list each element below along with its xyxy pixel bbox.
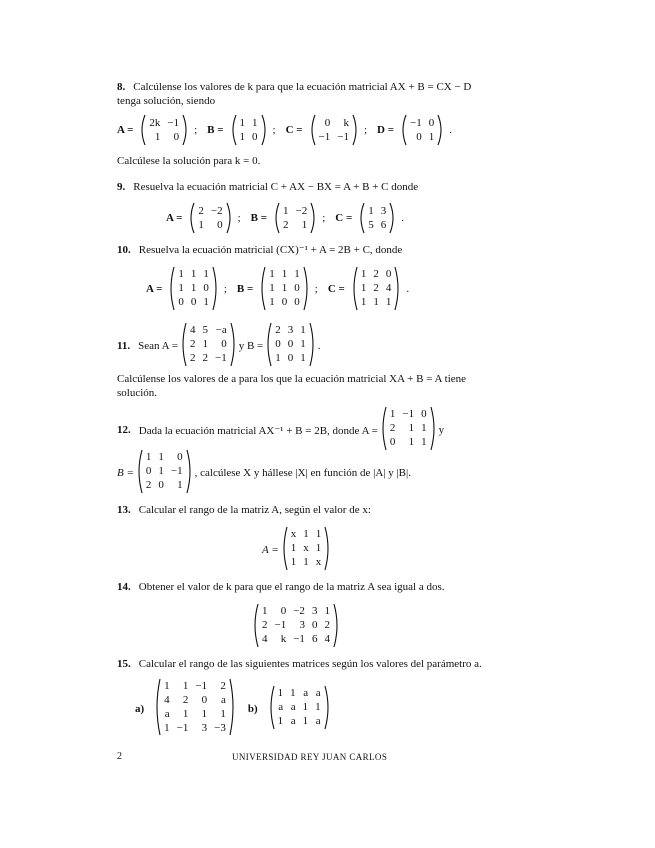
left-paren: [180, 322, 187, 367]
matrix-cell: 1: [277, 714, 284, 727]
matrix-cell: 1: [275, 352, 281, 364]
problem-number: 11.: [117, 340, 131, 352]
problem-text: Calcúlense los valores de k para que la ecuación matricial AX + B = CX − D: [133, 81, 472, 93]
matrix-cell: 1: [203, 296, 209, 308]
matrix-cell: 1: [145, 451, 152, 463]
right-paren: [394, 266, 401, 311]
page-number: 2: [117, 751, 122, 762]
matrix-cell: 1: [190, 282, 197, 294]
matrix-cell: 4: [189, 324, 196, 336]
matrix-group: [146, 266, 227, 311]
matrix-cell: 1: [277, 686, 284, 699]
matrix-cell: 1: [428, 130, 435, 143]
matrix-A: [178, 322, 239, 370]
matrix-cell: 1: [262, 605, 268, 617]
matrix: [136, 449, 193, 494]
matrix-cell: 2: [198, 204, 204, 217]
matrix-cell: 5: [368, 218, 374, 231]
matrix-cell: −1: [318, 130, 331, 143]
problem-text: Calcúlense los valores de a para los que la ecuación matricial XA + B = A tiene: [117, 373, 467, 385]
matrix-cell: 0: [217, 218, 223, 231]
matrix-name: A =: [166, 212, 183, 224]
matrix-cell: a: [290, 714, 296, 727]
problem-number: 14.: [117, 581, 131, 593]
matrix-cell: 2k: [149, 116, 161, 129]
matrix-cell: 0: [203, 282, 209, 294]
matrix-row-8: [117, 114, 462, 146]
problem-number: 10.: [117, 244, 131, 256]
left-paren: [281, 526, 288, 571]
matrix-cell: 0: [145, 465, 152, 477]
matrix-cell: 1: [269, 268, 275, 280]
matrix-cell: a: [315, 714, 321, 727]
matrix-cell: −1: [274, 619, 287, 631]
matrix-cell: 0: [280, 605, 287, 617]
matrix-cell: 0: [294, 282, 300, 294]
matrix-cell: −2: [295, 204, 308, 217]
matrix-cell: 3: [311, 605, 318, 617]
matrix-cell: −a: [215, 324, 227, 336]
matrix-cell: 1: [290, 542, 297, 554]
matrix-cell: 4: [385, 282, 392, 294]
item-label-b: b): [247, 702, 258, 715]
matrix-row-10: [146, 266, 419, 311]
left-paren: [154, 678, 161, 736]
matrix: [400, 114, 444, 146]
separator: .: [449, 124, 452, 136]
matrix-cell: k: [343, 116, 349, 129]
matrix-cell: 0: [416, 130, 422, 143]
matrix-cell: −1: [170, 465, 183, 477]
matrix-cells: [387, 406, 430, 451]
matrix-b: [266, 685, 333, 733]
left-paren: [136, 449, 143, 494]
right-paren: [230, 322, 237, 367]
matrix-cell: 6: [380, 218, 387, 231]
matrix-cell: 1: [324, 605, 330, 617]
right-paren: [324, 685, 331, 730]
matrix-cell: 0: [421, 408, 427, 420]
matrix-cell: −1: [214, 352, 227, 364]
matrix-cells: [365, 202, 389, 234]
matrix-group: [237, 266, 318, 311]
matrix-cell: 1: [421, 436, 427, 448]
left-paren: [230, 114, 237, 146]
problem-text: Sean A =: [138, 340, 178, 352]
problem-text: Obtener el valor de k para que el rango de la matriz A sea igual a dos.: [138, 581, 445, 593]
matrix-cell: 1: [373, 296, 379, 308]
item-label-a: a): [135, 702, 145, 715]
matrix-cell: −1: [337, 130, 349, 143]
matrix-B: [134, 449, 195, 497]
matrix-cell: 2: [373, 268, 379, 280]
separator: ;: [237, 212, 241, 224]
matrix-cell: 1: [182, 707, 189, 720]
problem-13: [117, 503, 537, 517]
matrix-cell: a: [278, 700, 284, 713]
matrix-cell: 1: [190, 268, 197, 280]
matrix-cell: 0: [287, 352, 294, 364]
matrix-cells: [280, 202, 310, 234]
right-paren: [309, 322, 316, 367]
matrix-cell: 0: [177, 451, 183, 463]
matrix-cell: 2: [275, 324, 281, 336]
matrix-cell: −1: [167, 116, 180, 129]
matrix-name: C =: [285, 124, 303, 136]
left-paren: [351, 266, 358, 311]
separator: ;: [194, 124, 198, 136]
matrix-name: C =: [327, 282, 345, 295]
matrix-cell: 1: [201, 707, 208, 720]
matrix-cell: 1: [408, 422, 415, 434]
matrix-row-9: [166, 202, 414, 234]
problem-9: [117, 180, 537, 194]
matrix-cell: 1: [315, 542, 322, 554]
matrix-cells: [143, 449, 186, 494]
left-paren: [309, 114, 316, 146]
matrix-name: C =: [335, 212, 353, 224]
problem-number: 12.: [117, 424, 131, 436]
matrix-cell: −2: [293, 605, 305, 617]
matrix-cell: 1: [182, 679, 189, 692]
matrix-cell: 1: [389, 408, 396, 420]
problem-number: 9.: [117, 181, 126, 193]
right-paren: [430, 406, 437, 451]
matrix-cell: 1: [202, 338, 208, 350]
problem-text: B =: [117, 467, 134, 479]
right-paren: [182, 114, 189, 146]
matrix-row-15: [135, 678, 333, 739]
matrix-cells: [161, 678, 229, 736]
problem-15: [117, 657, 537, 671]
matrix: [230, 114, 268, 146]
matrix-group: [251, 202, 326, 234]
matrix-cell: 1: [360, 282, 367, 294]
right-paren: [212, 266, 219, 311]
matrix-cell: 2: [389, 422, 396, 434]
problem-text: y B =: [238, 340, 264, 352]
matrix-cell: 0: [201, 693, 208, 706]
matrix: [380, 406, 437, 451]
matrix-cell: 1: [252, 116, 258, 129]
matrix-cell: 1: [303, 556, 309, 568]
right-paren: [389, 202, 396, 234]
right-paren: [352, 114, 359, 146]
matrix-cells: [146, 114, 182, 146]
matrix-name: A =: [262, 544, 279, 556]
matrix: [268, 685, 331, 730]
right-paren: [324, 526, 331, 571]
matrix-cell: 2: [262, 619, 268, 631]
matrix-cell: x: [290, 528, 297, 540]
left-paren: [273, 202, 280, 234]
right-paren: [333, 603, 340, 648]
matrix-cell: 1: [154, 130, 161, 143]
matrix-cell: 1: [290, 686, 296, 699]
matrix-cell: 1: [220, 707, 226, 720]
left-paren: [268, 685, 275, 730]
matrix-cell: 1: [269, 296, 275, 308]
matrix-cell: 2: [182, 693, 189, 706]
matrix-cell: 1: [360, 268, 367, 280]
problem-11-note: [117, 372, 537, 400]
matrix-cell: 0: [221, 338, 227, 350]
matrix-cell: a: [303, 686, 309, 699]
matrix-name: B =: [236, 282, 254, 295]
matrix-cell: 1: [315, 700, 321, 713]
footer-university: UNIVERSIDAD REY JUAN CARLOS: [232, 752, 388, 762]
matrix-name: B =: [250, 212, 267, 224]
matrix-cell: 1: [300, 352, 306, 364]
matrix-cell: 1: [269, 282, 275, 294]
matrix-cell: 1: [408, 436, 415, 448]
separator: .: [406, 282, 410, 295]
matrix: [259, 266, 310, 311]
matrix-cell: 0: [275, 338, 281, 350]
matrix-cell: 3: [201, 721, 208, 734]
problem-8-note: Calcúlese la solución para k = 0.: [117, 155, 261, 167]
matrix-name: B =: [207, 124, 224, 136]
separator: .: [401, 212, 404, 224]
left-paren: [252, 603, 259, 648]
matrix-cell: −1: [195, 679, 208, 692]
matrix-group: [166, 202, 241, 234]
matrix-cells: [259, 603, 333, 648]
matrix-cell: a: [164, 707, 170, 720]
problem-text: solución.: [117, 387, 158, 399]
separator: ;: [322, 212, 326, 224]
matrix-cell: 2: [202, 352, 208, 364]
matrix-cell: 1: [177, 479, 183, 491]
matrix-cell: 1: [239, 130, 245, 143]
matrix-cell: 3: [299, 619, 305, 631]
matrix-cell: 0: [158, 479, 164, 491]
matrix-cell: 1: [385, 296, 392, 308]
matrix-cell: 1: [178, 282, 184, 294]
problem-text: Resuelva la ecuación matricial C + AX − BX = A + B + C donde: [133, 181, 419, 193]
matrix-cell: 1: [178, 268, 184, 280]
problem-11: [117, 322, 321, 370]
matrix-name: A =: [146, 282, 163, 295]
problem-14: [117, 580, 537, 594]
problem-8: [117, 80, 537, 108]
matrix-cell: 2: [189, 338, 196, 350]
matrix-a: [152, 678, 238, 739]
matrix-cell: 1: [203, 268, 209, 280]
problem-text: .: [317, 340, 321, 352]
matrix-cell: a: [315, 686, 321, 699]
matrix: [252, 603, 340, 648]
matrix-cell: 3: [380, 204, 387, 217]
matrix-cell: 1: [294, 268, 300, 280]
matrix-cell: 2: [220, 679, 226, 692]
matrix-cell: 1: [300, 324, 306, 336]
matrix-A: [250, 603, 342, 651]
matrix-cell: 0: [324, 116, 331, 129]
right-paren: [261, 114, 268, 146]
matrix-group: [207, 114, 275, 146]
matrix-cell: 2: [283, 218, 289, 231]
matrix-cells: [407, 114, 437, 146]
problem-text: Calcular el rango de la matriz A, según el valor de x:: [138, 504, 371, 516]
matrix-cell: 1: [360, 296, 367, 308]
separator: ;: [314, 282, 318, 295]
matrix: [281, 526, 332, 571]
matrix-cell: x: [303, 542, 309, 554]
matrix-cells: [266, 266, 303, 311]
matrix: [273, 202, 317, 234]
left-paren: [400, 114, 407, 146]
matrix: [309, 114, 359, 146]
matrix-cell: 2: [324, 619, 330, 631]
matrix-cell: 0: [294, 296, 300, 308]
matrix-cells: [272, 322, 309, 367]
matrix-cell: 4: [262, 633, 268, 645]
matrix-cell: −1: [410, 116, 422, 129]
matrix-cell: 1: [302, 700, 309, 713]
matrix-name: D =: [377, 124, 394, 136]
problem-text: Resuelva la ecuación matricial (CX)⁻¹ + A = 2B + C, donde: [138, 244, 403, 256]
matrix-group: [335, 202, 404, 234]
matrix-cells: [275, 685, 324, 730]
matrix-cell: 1: [158, 465, 164, 477]
matrix-cell: 1: [281, 282, 288, 294]
matrix-cell: 0: [385, 268, 392, 280]
problem-10: [117, 243, 537, 257]
matrix-cells: [187, 322, 230, 367]
problem-text: , calcúlese X y hállese |X| en función de |A| y |B|.: [194, 467, 411, 479]
matrix-cell: 1: [301, 218, 308, 231]
separator: ;: [272, 124, 276, 136]
matrix-name: A =: [117, 124, 134, 136]
matrix-cell: −1: [402, 408, 415, 420]
matrix-cell: k: [280, 633, 287, 645]
problem-text: tenga solución, siendo: [117, 95, 216, 107]
matrix: [265, 322, 316, 367]
matrix-cell: 0: [252, 130, 258, 143]
matrix-cell: −1: [176, 721, 189, 734]
left-paren: [188, 202, 195, 234]
problem-12-b: [117, 449, 411, 497]
right-paren: [226, 202, 233, 234]
matrix-group: [328, 266, 409, 311]
matrix-cells: [358, 266, 395, 311]
matrix-cell: 0: [428, 116, 435, 129]
left-paren: [139, 114, 146, 146]
matrix: [180, 322, 237, 367]
matrix-cells: [175, 266, 212, 311]
problem-number: 13.: [117, 504, 131, 516]
problem-number: 8.: [117, 81, 126, 93]
matrix-cell: 6: [311, 633, 318, 645]
matrix-row-13: [262, 526, 333, 574]
matrix-cell: 0: [281, 296, 288, 308]
problem-text: Dada la ecuación matricial AX⁻¹ + B = 2B, donde A =: [138, 424, 378, 437]
matrix-cells: [316, 114, 352, 146]
right-paren: [229, 678, 236, 736]
separator: ;: [363, 124, 368, 136]
matrix-cell: a: [220, 693, 226, 706]
matrix-cell: 4: [324, 633, 330, 645]
problem-12: [117, 406, 444, 454]
matrix-cell: 1: [302, 714, 309, 727]
matrix-cell: x: [315, 556, 322, 568]
matrix-cell: 3: [287, 324, 294, 336]
matrix-cell: 2: [145, 479, 152, 491]
matrix: [188, 202, 232, 234]
problem-text: y: [438, 424, 445, 436]
matrix-cell: 1: [368, 204, 374, 217]
matrix-cells: [195, 202, 225, 234]
left-paren: [358, 202, 365, 234]
problem-number: 15.: [117, 658, 131, 670]
matrix-group: [117, 114, 197, 146]
right-paren: [437, 114, 444, 146]
matrix-row-14: [250, 603, 342, 651]
matrix-cell: 0: [190, 296, 197, 308]
matrix-cell: 0: [311, 619, 318, 631]
right-paren: [310, 202, 317, 234]
problem-text: Calcular el rango de las siguientes matrices según los valores del parámetro a.: [138, 658, 482, 670]
matrix-cell: 1: [300, 338, 306, 350]
matrix-cell: 4: [164, 693, 170, 706]
matrix-cell: 1: [281, 268, 288, 280]
separator: ;: [223, 282, 227, 295]
matrix-cells: [237, 114, 261, 146]
left-paren: [168, 266, 175, 311]
matrix-cell: −2: [210, 204, 223, 217]
matrix-A: [378, 406, 439, 454]
left-paren: [265, 322, 272, 367]
matrix-cell: a: [290, 700, 296, 713]
matrix-cell: 1: [198, 218, 204, 231]
matrix: [139, 114, 189, 146]
left-paren: [380, 406, 387, 451]
matrix-cell: 0: [178, 296, 184, 308]
matrix-cell: −1: [293, 633, 305, 645]
matrix: [154, 678, 236, 736]
matrix-cell: 1: [303, 528, 309, 540]
matrix-cell: 1: [290, 556, 297, 568]
matrix-cell: 5: [202, 324, 208, 336]
matrix-cell: 1: [283, 204, 289, 217]
matrix-group: [286, 114, 367, 146]
matrix-cell: 0: [287, 338, 294, 350]
matrix: [358, 202, 396, 234]
matrix: [351, 266, 402, 311]
matrix-cells: [288, 526, 325, 571]
matrix-cell: 1: [164, 679, 170, 692]
matrix-cell: 1: [164, 721, 170, 734]
right-paren: [303, 266, 310, 311]
matrix-cell: 2: [189, 352, 196, 364]
matrix: [168, 266, 219, 311]
matrix-cell: 0: [173, 130, 180, 143]
matrix-cell: 1: [421, 422, 427, 434]
matrix-cell: −3: [214, 721, 226, 734]
matrix-A: [279, 526, 334, 574]
matrix-group: [377, 114, 452, 146]
matrix-cell: 1: [158, 451, 164, 463]
matrix-cell: 2: [373, 282, 379, 294]
matrix-cell: 0: [389, 436, 396, 448]
matrix-cell: 1: [239, 116, 245, 129]
matrix-B: [263, 322, 318, 370]
left-paren: [259, 266, 266, 311]
matrix-cell: 1: [315, 528, 322, 540]
right-paren: [186, 449, 193, 494]
